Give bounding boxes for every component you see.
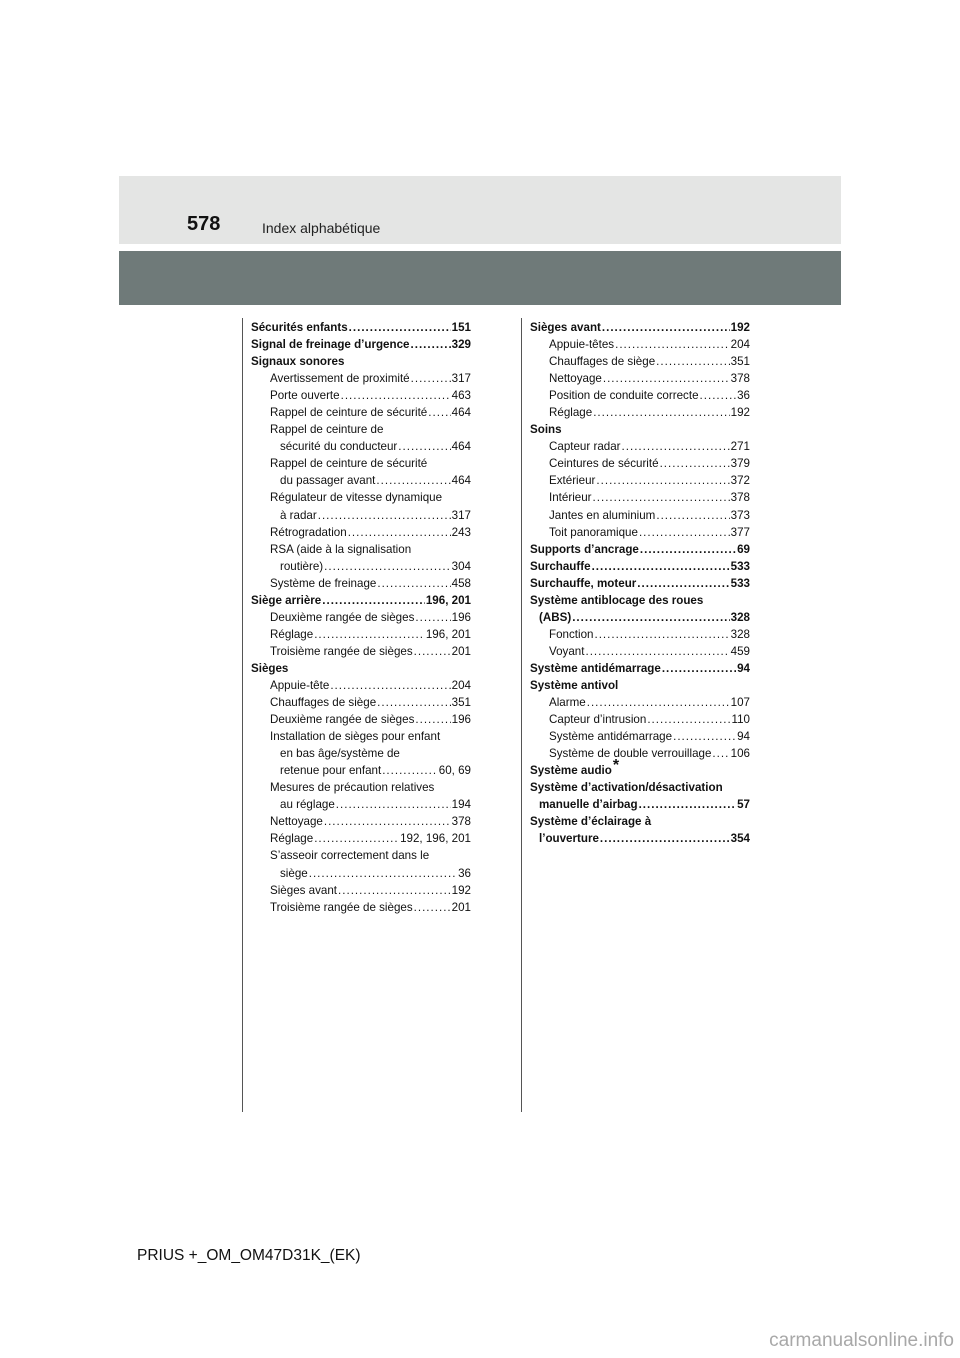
index-entry xyxy=(251,762,471,779)
entry-page: 60, 69 xyxy=(438,764,471,778)
index-entry xyxy=(251,711,471,728)
entry-label: Système antidémarrage xyxy=(530,661,661,675)
index-entry xyxy=(251,455,471,472)
dot-leader xyxy=(600,830,730,847)
index-entry xyxy=(530,438,750,455)
entry-label: Jantes en aluminium xyxy=(549,508,656,522)
entry-page: 328 xyxy=(730,610,750,624)
entry-label: du passager avant xyxy=(280,474,376,488)
index-entry xyxy=(530,779,750,796)
entry-label: Siège arrière xyxy=(251,593,322,607)
dot-leader xyxy=(324,558,450,575)
entry-label: Système d’éclairage à xyxy=(530,815,652,829)
entry-page: 373 xyxy=(730,508,750,522)
index-entry xyxy=(251,387,471,404)
entry-label: au réglage xyxy=(280,798,335,812)
index-entry xyxy=(251,438,471,455)
entry-page: 69 xyxy=(737,542,750,556)
left-column-divider xyxy=(242,318,243,1112)
entry-page: 36 xyxy=(737,389,750,403)
dot-leader xyxy=(637,575,729,592)
dot-leader xyxy=(415,711,450,728)
entry-page: 106 xyxy=(730,747,750,761)
entry-label: (ABS) xyxy=(539,610,572,624)
index-entry xyxy=(530,387,750,404)
dot-leader xyxy=(660,455,730,472)
entry-page: 201 xyxy=(451,900,471,914)
entry-label: Deuxième rangée de sièges xyxy=(270,713,415,727)
index-entry xyxy=(530,626,750,643)
index-entry xyxy=(251,370,471,387)
dot-leader xyxy=(414,643,451,660)
dot-leader xyxy=(585,643,729,660)
entry-label: sécurité du conducteur xyxy=(280,440,398,454)
entry-page: 192 xyxy=(451,883,471,897)
dot-leader xyxy=(603,370,730,387)
dot-leader xyxy=(377,694,451,711)
index-entry xyxy=(251,865,471,882)
entry-label: Intérieur xyxy=(549,491,592,505)
entry-label: Système antiblocage des roues xyxy=(530,593,704,607)
index-entry xyxy=(530,507,750,524)
index-entry xyxy=(251,319,471,336)
entry-page: 57 xyxy=(737,798,750,812)
index-entry xyxy=(251,660,471,677)
entry-label: retenue pour enfant xyxy=(280,764,382,778)
entry-label: Chauffages de siège xyxy=(549,355,656,369)
entry-label: Rétrogradation xyxy=(270,525,347,539)
entry-label: Porte ouverte xyxy=(270,389,340,403)
index-entry xyxy=(530,643,750,660)
entry-label: Réglage xyxy=(270,832,314,846)
index-column-right xyxy=(530,319,750,847)
entry-page: 271 xyxy=(730,440,750,454)
index-entry xyxy=(530,728,750,745)
entry-label: Rappel de ceinture de sécurité xyxy=(270,457,428,471)
entry-page: 204 xyxy=(451,678,471,692)
entry-label: Rappel de ceinture de xyxy=(270,423,384,437)
entry-label: Régulateur de vitesse dynamique xyxy=(270,491,443,505)
entry-page: 192 xyxy=(730,321,750,334)
index-entry xyxy=(251,694,471,711)
entry-label: Supports d’ancrage xyxy=(530,542,639,556)
index-entry xyxy=(530,745,750,762)
entry-label: Ceintures de sécurité xyxy=(549,457,659,471)
index-entry xyxy=(251,489,471,506)
entry-label: Alarme xyxy=(549,696,586,710)
entry-page: 372 xyxy=(730,474,750,488)
dot-leader xyxy=(622,438,730,455)
entry-page: 192 xyxy=(730,406,750,420)
index-entry xyxy=(251,404,471,421)
entry-page: 151 xyxy=(451,321,471,334)
entry-label: Capteur radar xyxy=(549,440,621,454)
index-entry xyxy=(251,779,471,796)
entry-label: Système antivol xyxy=(530,678,619,692)
index-column-left xyxy=(251,319,471,916)
index-entry xyxy=(530,524,750,541)
entry-label: Sièges avant xyxy=(530,321,601,334)
entry-label: Appuie-tête xyxy=(270,678,330,692)
dot-leader xyxy=(596,472,729,489)
entry-label: Surchauffe xyxy=(530,559,591,573)
entry-label: Voyant xyxy=(549,644,585,658)
entry-label: Fonction xyxy=(549,627,594,641)
entry-label: Nettoyage xyxy=(270,815,323,829)
index-entry xyxy=(530,677,750,694)
index-entry xyxy=(251,575,471,592)
dot-leader xyxy=(572,609,729,626)
index-entry xyxy=(530,489,750,506)
entry-page: 192, 196, 201 xyxy=(400,832,471,846)
entry-label: Système d’activation/désactivation xyxy=(530,781,723,795)
entry-page: 196 xyxy=(451,713,471,727)
entry-label: Sièges avant xyxy=(270,883,338,897)
entry-page: 464 xyxy=(451,474,471,488)
entry-page: 243 xyxy=(451,525,471,539)
entry-label: Deuxième rangée de sièges xyxy=(270,610,415,624)
index-entry xyxy=(530,319,750,336)
index-entry xyxy=(251,899,471,916)
entry-label: Troisième rangée de sièges xyxy=(270,644,413,658)
watermark: carmanualsonline.info xyxy=(769,1330,954,1351)
entry-page: 196, 201 xyxy=(425,593,471,607)
entry-label: Capteur d’intrusion xyxy=(549,713,647,727)
entry-label: Sièges xyxy=(251,661,289,675)
dot-leader xyxy=(338,882,451,899)
entry-label: Position de conduite correcte xyxy=(549,389,699,403)
index-entry xyxy=(530,421,750,438)
index-entry xyxy=(251,472,471,489)
entry-page: 377 xyxy=(730,525,750,539)
entry-label: Sécurités enfants xyxy=(251,321,348,334)
entry-page: 107 xyxy=(730,696,750,710)
dot-leader xyxy=(377,575,450,592)
entry-page: 194 xyxy=(451,798,471,812)
entry-page: 464 xyxy=(451,440,471,454)
index-entry xyxy=(530,472,750,489)
section-title: Index alphabétique xyxy=(262,220,381,236)
dot-leader xyxy=(382,762,438,779)
entry-label: Système audio xyxy=(530,764,612,778)
entry-page: 196, 201 xyxy=(425,627,471,641)
dot-leader xyxy=(376,472,450,489)
index-entry xyxy=(251,541,471,558)
entry-page: 458 xyxy=(451,576,471,590)
entry-page: 533 xyxy=(730,559,750,573)
header-band xyxy=(119,176,841,244)
index-entry xyxy=(251,507,471,524)
entry-label: S’asseoir correctement dans le xyxy=(270,849,430,863)
entry-page: 94 xyxy=(737,730,750,744)
index-entry xyxy=(530,336,750,353)
entry-page: 459 xyxy=(730,644,750,658)
index-entry xyxy=(530,404,750,421)
entry-page: 328 xyxy=(730,627,750,641)
dot-leader xyxy=(411,336,451,353)
dot-leader xyxy=(594,626,729,643)
entry-page: 317 xyxy=(451,372,471,386)
entry-label: siège xyxy=(280,866,308,880)
index-entry xyxy=(530,558,750,575)
dot-leader xyxy=(593,489,730,506)
entry-label: RSA (aide à la signalisation xyxy=(270,542,412,556)
entry-page: 36 xyxy=(458,866,471,880)
index-entry xyxy=(251,524,471,541)
entry-page: 464 xyxy=(451,406,471,420)
dot-leader xyxy=(656,353,730,370)
dot-leader xyxy=(647,711,730,728)
entry-label: Troisième rangée de sièges xyxy=(270,900,413,914)
page-number: 578 xyxy=(187,213,221,235)
index-entry xyxy=(530,694,750,711)
dot-leader xyxy=(592,558,730,575)
entry-label: Mesures de précaution relatives xyxy=(270,781,435,795)
dot-leader xyxy=(314,830,399,847)
dot-leader xyxy=(428,404,450,421)
entry-page: 204 xyxy=(730,338,750,352)
entry-label: l’ouverture xyxy=(539,832,599,846)
dot-leader xyxy=(656,507,729,524)
index-entry xyxy=(251,847,471,864)
dot-leader xyxy=(639,524,730,541)
dot-leader xyxy=(640,541,736,558)
right-column-divider xyxy=(521,318,522,1112)
dot-leader xyxy=(712,745,729,762)
entry-label: en bas âge/système de xyxy=(280,747,400,761)
entry-page: 201 xyxy=(451,644,471,658)
index-entry xyxy=(530,575,750,592)
dot-leader xyxy=(349,319,451,336)
index-entry xyxy=(251,796,471,813)
index-entry xyxy=(251,336,471,353)
index-entry xyxy=(251,728,471,745)
dot-leader xyxy=(330,677,450,694)
index-entry xyxy=(530,711,750,728)
entry-page: 378 xyxy=(730,372,750,386)
dot-leader xyxy=(398,438,450,455)
index-entry xyxy=(530,353,750,370)
entry-page: 354 xyxy=(730,832,750,846)
dot-leader xyxy=(673,728,736,745)
index-entry xyxy=(251,643,471,660)
entry-page: 329 xyxy=(451,338,471,352)
section-banner xyxy=(119,251,841,305)
entry-page: 378 xyxy=(730,491,750,505)
dot-leader xyxy=(615,336,730,353)
index-entry xyxy=(530,757,750,779)
index-entry xyxy=(530,660,750,677)
dot-leader xyxy=(639,796,737,813)
entry-label: Rappel de ceinture de sécurité xyxy=(270,406,428,420)
dot-leader xyxy=(411,370,451,387)
index-entry xyxy=(530,813,750,830)
footer-model-code: PRIUS +_OM_OM47D31K_(EK) xyxy=(137,1247,361,1264)
dot-leader xyxy=(662,660,736,677)
index-entry xyxy=(251,677,471,694)
entry-label: Appuie-têtes xyxy=(549,338,615,352)
entry-label: Réglage xyxy=(270,627,314,641)
entry-label: routière) xyxy=(280,559,324,573)
index-entry xyxy=(530,609,750,626)
dot-leader xyxy=(414,899,451,916)
entry-page: 110 xyxy=(731,713,750,727)
index-entry xyxy=(251,592,471,609)
index-entry xyxy=(530,541,750,558)
dot-leader xyxy=(322,592,425,609)
entry-label: Système de double verrouillage xyxy=(549,747,712,761)
entry-page: 463 xyxy=(451,389,471,403)
index-entry xyxy=(251,830,471,847)
dot-leader xyxy=(700,387,737,404)
entry-page: 196 xyxy=(451,610,471,624)
dot-leader xyxy=(309,865,457,882)
entry-label: à radar xyxy=(280,508,317,522)
index-entry xyxy=(251,421,471,438)
entry-label: Signaux sonores xyxy=(251,355,345,369)
index-entry xyxy=(251,745,471,762)
index-entry xyxy=(251,558,471,575)
entry-page: 533 xyxy=(730,576,750,590)
entry-label: Avertissement de proximité xyxy=(270,372,410,386)
entry-label: Soins xyxy=(530,423,562,437)
index-entry xyxy=(530,592,750,609)
entry-label: Installation de sièges pour enfant xyxy=(270,730,441,744)
entry-label: Réglage xyxy=(549,406,593,420)
index-entry xyxy=(251,626,471,643)
index-entry xyxy=(251,813,471,830)
dot-leader xyxy=(341,387,451,404)
dot-leader xyxy=(314,626,425,643)
dot-leader xyxy=(415,609,450,626)
dot-leader xyxy=(318,507,451,524)
dot-leader xyxy=(324,813,451,830)
entry-label: Toit panoramique xyxy=(549,525,638,539)
index-entry xyxy=(530,830,750,847)
entry-page: 378 xyxy=(451,815,471,829)
dot-leader xyxy=(348,524,451,541)
entry-page: 351 xyxy=(730,355,750,369)
asterisk-note: * xyxy=(612,757,620,775)
entry-page: 351 xyxy=(451,696,471,710)
index-entry xyxy=(530,796,750,813)
entry-label: manuelle d’airbag xyxy=(539,798,638,812)
entry-label: Surchauffe, moteur xyxy=(530,576,637,590)
index-entry xyxy=(530,370,750,387)
entry-page: 379 xyxy=(730,457,750,471)
index-entry xyxy=(251,882,471,899)
entry-page: 317 xyxy=(451,508,471,522)
entry-label: Système antidémarrage xyxy=(549,730,673,744)
dot-leader xyxy=(602,319,730,336)
entry-label: Signal de freinage d’urgence xyxy=(251,338,410,352)
index-entry xyxy=(251,609,471,626)
dot-leader xyxy=(336,796,451,813)
dot-leader xyxy=(593,404,729,421)
entry-label: Nettoyage xyxy=(549,372,602,386)
index-entry xyxy=(530,455,750,472)
entry-page: 304 xyxy=(451,559,471,573)
entry-label: Système de freinage xyxy=(270,576,377,590)
entry-page: 94 xyxy=(737,661,750,675)
entry-label: Extérieur xyxy=(549,474,596,488)
dot-leader xyxy=(587,694,730,711)
entry-label: Chauffages de siège xyxy=(270,696,377,710)
index-entry xyxy=(251,353,471,370)
